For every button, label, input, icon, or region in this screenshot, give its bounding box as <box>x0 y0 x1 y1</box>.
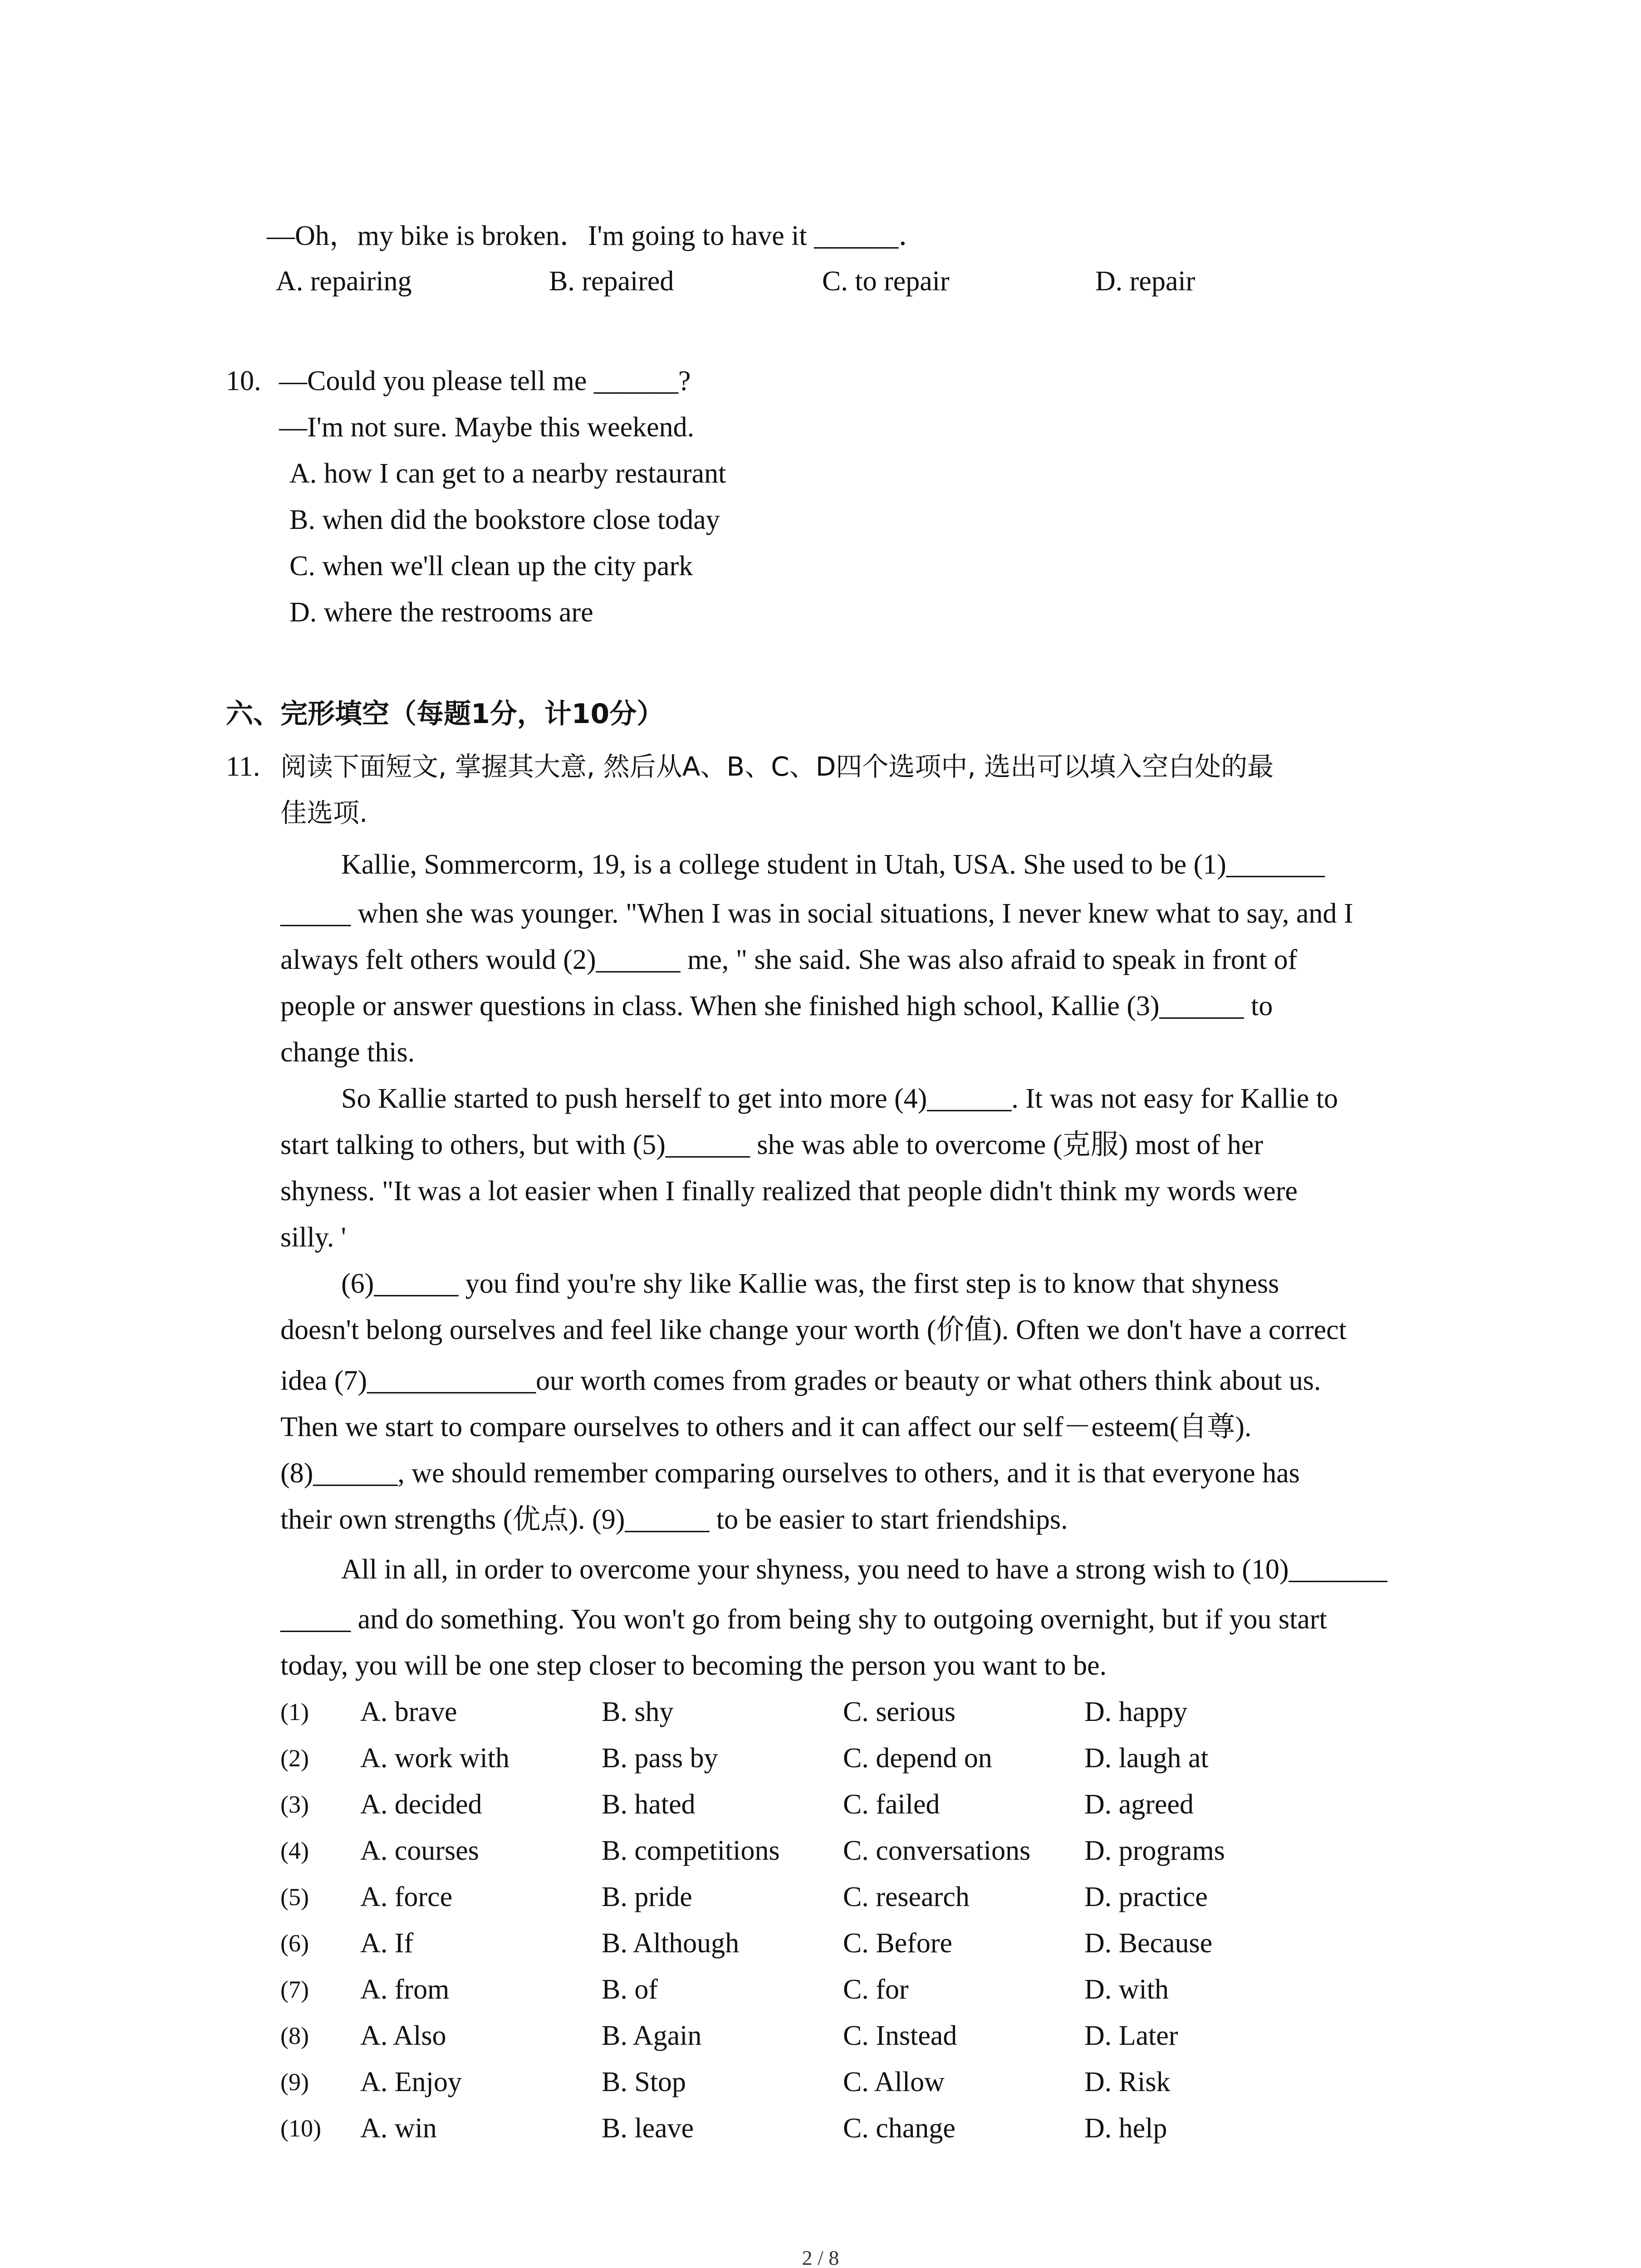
q10-option-d: D. where the restrooms are <box>289 597 593 628</box>
choice-option-d: D. practice <box>1084 1882 1208 1912</box>
q9-dialog-line: —Oh，my bike is broken．I'm going to have it ______． <box>267 220 927 251</box>
q9-option-d: D. repair <box>1095 266 1195 297</box>
choice-option-a: A. from <box>360 1974 450 2005</box>
passage-line: All in all, in order to overcome your shyness, you need to have a strong wish to (10)_______ <box>341 1554 1387 1585</box>
choice-option-a: A. force <box>360 1882 453 1912</box>
q11-instruction-line2: 佳选项. <box>280 797 368 828</box>
passage-line: change this. <box>280 1037 415 1068</box>
choice-option-b: B. of <box>602 1974 658 2005</box>
choice-option-a: A. courses <box>360 1835 479 1866</box>
choice-option-a: A. win <box>360 2113 437 2144</box>
passage-line: So Kallie started to push herself to get into more (4)______. It was not easy for Kallie to <box>341 1083 1338 1114</box>
passage-line: always felt others would (2)______ me, " she said. She was also afraid to speak in front of <box>280 944 1298 975</box>
q9-option-b: B. repaired <box>549 266 674 297</box>
passage-line: idea (7)____________our worth comes from grades or beauty or what others think about us. <box>280 1365 1321 1396</box>
passage-line: _____ when she was younger. "When I was in social situations, I never knew what to say, and I <box>280 898 1353 929</box>
q10-option-c: C. when we'll clean up the city park <box>289 551 693 582</box>
choice-option-b: B. Again <box>602 2020 702 2051</box>
passage-line: Then we start to compare ourselves to others and it can affect our self－esteem(自尊). <box>280 1412 1252 1442</box>
choice-option-d: D. agreed <box>1084 1789 1194 1820</box>
choice-option-c: C. for <box>843 1974 909 2005</box>
choice-number: (2) <box>280 1745 309 1772</box>
passage-line: _____ and do something. You won't go from being shy to outgoing overnight, but if you start <box>280 1604 1327 1635</box>
choice-number: (6) <box>280 1930 309 1957</box>
section-heading: 六、完形填空（每题1分，计10分） <box>226 698 664 730</box>
choice-option-b: B. pass by <box>602 1743 718 1774</box>
q10-line1: —Could you please tell me ______? <box>279 366 691 396</box>
passage-line: silly. ' <box>280 1222 346 1253</box>
choice-option-d: D. happy <box>1084 1696 1188 1727</box>
choice-option-d: D. help <box>1084 2113 1167 2144</box>
q10-line2: —I'm not sure. Maybe this weekend. <box>279 412 695 443</box>
choice-option-c: C. change <box>843 2113 955 2144</box>
choice-option-c: C. conversations <box>843 1835 1031 1866</box>
choice-option-a: A. Enjoy <box>360 2067 462 2097</box>
choice-option-a: A. decided <box>360 1789 482 1820</box>
passage-line: start talking to others, but with (5)______ she was able to overcome (克服) most of her <box>280 1129 1264 1160</box>
passage-line: (6)______ you find you're shy like Kallie was, the first step is to know that shyness <box>341 1268 1279 1299</box>
choice-option-d: D. with <box>1084 1974 1169 2005</box>
passage-line: people or answer questions in class. When she finished high school, Kallie (3)______ to <box>280 991 1273 1022</box>
choice-option-b: B. Although <box>602 1928 740 1959</box>
choice-option-c: C. failed <box>843 1789 940 1820</box>
choice-option-c: C. Instead <box>843 2020 957 2051</box>
choice-option-b: B. shy <box>602 1696 674 1727</box>
choice-option-b: B. competitions <box>602 1835 780 1866</box>
q9-option-c: C. to repair <box>822 266 950 297</box>
choice-option-d: D. Because <box>1084 1928 1213 1959</box>
choice-option-a: A. work with <box>360 1743 509 1774</box>
q11-instruction-line1: 阅读下面短文, 掌握其大意, 然后从A、B、C、D四个选项中, 选出可以填入空白处的最 <box>280 751 1274 782</box>
passage-line: (8)______, we should remember comparing ourselves to others, and it is that everyone has <box>280 1458 1300 1489</box>
passage-line: today, you will be one step closer to becoming the person you want to be. <box>280 1650 1107 1681</box>
choice-option-a: A. Also <box>360 2020 446 2051</box>
choice-option-b: B. hated <box>602 1789 696 1820</box>
choice-option-b: B. Stop <box>602 2067 686 2097</box>
choice-number: (1) <box>280 1698 309 1725</box>
choice-number: (10) <box>280 2115 321 2142</box>
q10-option-b: B. when did the bookstore close today <box>289 504 720 535</box>
choice-option-a: A. brave <box>360 1696 457 1727</box>
choice-number: (5) <box>280 1883 309 1911</box>
page-number: 2 / 8 <box>802 2246 839 2268</box>
choice-number: (4) <box>280 1837 309 1864</box>
passage-line: shyness. "It was a lot easier when I finally realized that people didn't think my words were <box>280 1176 1298 1207</box>
passage-line: doesn't belong ourselves and feel like change your worth (价值). Often we don't have a correct <box>280 1315 1347 1345</box>
choice-option-c: C. Allow <box>843 2067 945 2097</box>
choice-number: (7) <box>280 1976 309 2003</box>
choice-number: (9) <box>280 2068 309 2096</box>
choice-option-d: D. programs <box>1084 1835 1225 1866</box>
passage-line: Kallie, Sommercorm, 19, is a college student in Utah, USA. She used to be (1)_______ <box>341 849 1325 880</box>
choice-option-c: C. research <box>843 1882 970 1912</box>
choice-option-d: D. Later <box>1084 2020 1178 2051</box>
choice-option-b: B. leave <box>602 2113 694 2144</box>
choice-option-c: C. Before <box>843 1928 953 1959</box>
choice-option-d: D. laugh at <box>1084 1743 1209 1774</box>
q11-number: 11. <box>226 751 260 782</box>
passage-line: their own strengths (优点). (9)______ to be easier to start friendships. <box>280 1504 1068 1535</box>
q10-number: 10. <box>226 366 261 396</box>
choice-option-c: C. depend on <box>843 1743 992 1774</box>
choice-option-b: B. pride <box>602 1882 692 1912</box>
q9-option-a: A. repairing <box>276 266 412 297</box>
choice-option-a: A. If <box>360 1928 414 1959</box>
choice-option-d: D. Risk <box>1084 2067 1171 2097</box>
q10-option-a: A. how I can get to a nearby restaurant <box>289 458 726 489</box>
choice-number: (8) <box>280 2022 309 2049</box>
choice-option-c: C. serious <box>843 1696 955 1727</box>
choice-number: (3) <box>280 1791 309 1818</box>
